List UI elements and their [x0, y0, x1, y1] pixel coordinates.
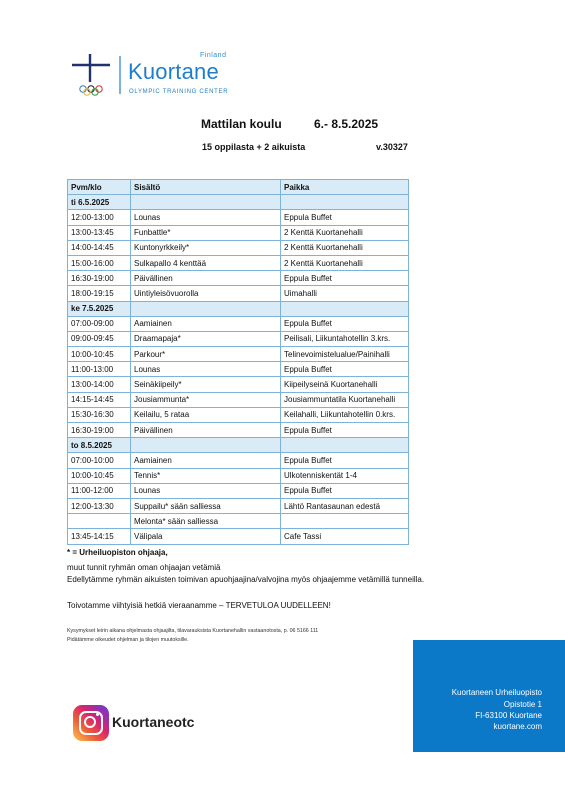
cell-place: Eppula Buffet — [281, 210, 409, 225]
cell-place — [281, 438, 409, 453]
cell-time: 09:00-09:45 — [68, 331, 131, 346]
cell-place: Peilisali, Liikuntahotellin 3.krs. — [281, 331, 409, 346]
fine-print-1: Kysymykset leirin aikana ohjelmasta ohjaajilta, tilavarauksista Kuortanehallin vastaanotosta, p. 06 5166 111 — [67, 628, 319, 634]
cell-place: Telinevoimistelualue/Painihalli — [281, 347, 409, 362]
cell-time: 16:30-19:00 — [68, 423, 131, 438]
cell-place: Cafe Tassi — [281, 529, 409, 544]
address-line-3: FI-63100 Kuortane — [475, 711, 542, 720]
table-row — [68, 347, 409, 362]
cell-activity: Aamiainen — [131, 316, 281, 331]
cell-activity: Kuntonyrkkeily* — [131, 240, 281, 255]
cell-activity — [131, 301, 281, 316]
instagram-handle[interactable]: Kuortaneotc — [112, 714, 195, 730]
cell-place: Eppula Buffet — [281, 316, 409, 331]
cell-activity: Päivällinen — [131, 423, 281, 438]
table-row — [68, 271, 409, 286]
table-header-row — [68, 180, 409, 195]
cell-activity: Jousiammunta* — [131, 392, 281, 407]
school-name: Mattilan koulu — [201, 117, 282, 131]
cell-activity: Lounas — [131, 362, 281, 377]
cell-time — [68, 514, 131, 529]
fine-print-2: Pidätämme oikeudet ohjelman ja tilojen muutoksille. — [67, 637, 189, 643]
cell-activity: Seinäkiipeily* — [131, 377, 281, 392]
day-header-row — [68, 301, 409, 316]
logo-country: Finland — [200, 52, 227, 59]
cell-place: Eppula Buffet — [281, 423, 409, 438]
cell-time: 12:00-13:30 — [68, 498, 131, 513]
cell-place: 2 Kenttä Kuortanehalli — [281, 240, 409, 255]
reference-number: v.30327 — [376, 142, 408, 152]
table-row — [68, 453, 409, 468]
note-line-1: muut tunnit ryhmän oman ohjaajan vetämiä — [67, 563, 221, 572]
schedule-table — [67, 179, 409, 545]
table-row — [68, 255, 409, 270]
visit-dates: 6.- 8.5.2025 — [314, 117, 379, 131]
cell-activity: Lounas — [131, 210, 281, 225]
cell-time: 07:00-09:00 — [68, 316, 131, 331]
cell-time: ke 7.5.2025 — [68, 301, 131, 316]
day-header-row — [68, 195, 409, 210]
table-row — [68, 423, 409, 438]
column-header-time: Pvm/klo — [68, 180, 131, 195]
participant-count: 15 oppilasta + 2 aikuista — [202, 142, 306, 152]
cell-time: 13:00-14:00 — [68, 377, 131, 392]
welcome-note: Toivotamme viihtyisiä hetkiä vieraanamme – TERVETULOA UUDELLEEN! — [67, 601, 331, 610]
column-header-activity: Sisältö — [131, 180, 281, 195]
cell-place: Keilahalli, Liikuntahotellin 0.krs. — [281, 407, 409, 422]
table-row — [68, 240, 409, 255]
cell-activity: Tennis* — [131, 468, 281, 483]
cell-place: Lähtö Rantasaunan edestä — [281, 498, 409, 513]
cell-activity: Melonta* sään salliessa — [131, 514, 281, 529]
cell-time: 13:00-13:45 — [68, 225, 131, 240]
cell-time: 11:00-13:00 — [68, 362, 131, 377]
cell-activity: Funbattle* — [131, 225, 281, 240]
logo-name: Kuortane — [128, 59, 219, 84]
cell-time: 12:00-13:00 — [68, 210, 131, 225]
cell-time: to 8.5.2025 — [68, 438, 131, 453]
table-row — [68, 514, 409, 529]
legend-note: * = Urheiluopiston ohjaaja, — [67, 548, 168, 557]
cell-time: 07:00-10:00 — [68, 453, 131, 468]
cell-time: 14:00-14:45 — [68, 240, 131, 255]
cell-activity: Sulkapallo 4 kenttää — [131, 255, 281, 270]
cell-activity: Lounas — [131, 483, 281, 498]
cell-place: Uimahalli — [281, 286, 409, 301]
cell-place: 2 Kenttä Kuortanehalli — [281, 255, 409, 270]
cell-time: 15:30-16:30 — [68, 407, 131, 422]
cell-place: Eppula Buffet — [281, 453, 409, 468]
table-row — [68, 468, 409, 483]
table-row — [68, 286, 409, 301]
kuortane-logo — [72, 52, 252, 102]
cell-activity: Välipala — [131, 529, 281, 544]
table-row — [68, 483, 409, 498]
cell-place: Ulkotenniskentät 1-4 — [281, 468, 409, 483]
cell-place — [281, 514, 409, 529]
table-row — [68, 225, 409, 240]
cell-activity: Uintiyleisövuorolla — [131, 286, 281, 301]
cell-time: 16:30-19:00 — [68, 271, 131, 286]
address-line-1: Kuortaneen Urheiluopisto — [451, 688, 542, 697]
table-row — [68, 529, 409, 544]
cell-time: 10:00-10:45 — [68, 468, 131, 483]
cell-place — [281, 301, 409, 316]
website-link[interactable]: kuortane.com — [493, 722, 542, 731]
cell-activity: Parkour* — [131, 347, 281, 362]
cell-activity — [131, 195, 281, 210]
cell-activity: Draamapaja* — [131, 331, 281, 346]
cell-activity: Suppailu* sään salliessa — [131, 498, 281, 513]
cell-time: 11:00-12:00 — [68, 483, 131, 498]
cell-activity: Aamiainen — [131, 453, 281, 468]
table-row — [68, 377, 409, 392]
olympic-cross-rings-icon — [72, 52, 128, 98]
cell-time: 15:00-16:00 — [68, 255, 131, 270]
address-box — [413, 640, 565, 752]
cell-time: ti 6.5.2025 — [68, 195, 131, 210]
note-line-2: Edellytämme ryhmän aikuisten toimivan apuohjaajina/valvojina myös ohjaajemme vetämillä tunneilla. — [67, 575, 425, 584]
instagram-icon[interactable] — [73, 705, 109, 741]
table-row — [68, 407, 409, 422]
cell-activity: Päivällinen — [131, 271, 281, 286]
cell-place: 2 Kenttä Kuortanehalli — [281, 225, 409, 240]
cell-place: Eppula Buffet — [281, 362, 409, 377]
cell-time: 10:00-10:45 — [68, 347, 131, 362]
cell-activity: Keilailu, 5 rataa — [131, 407, 281, 422]
cell-place: Kiipeilyseinä Kuortanehalli — [281, 377, 409, 392]
logo-tagline: OLYMPIC TRAINING CENTER — [129, 89, 229, 95]
table-row — [68, 498, 409, 513]
cell-place: Eppula Buffet — [281, 483, 409, 498]
cell-time: 14:15-14:45 — [68, 392, 131, 407]
cell-place: Jousiammuntatila Kuortanehalli — [281, 392, 409, 407]
table-row — [68, 392, 409, 407]
table-row — [68, 362, 409, 377]
cell-activity — [131, 438, 281, 453]
address-line-2: Opistotie 1 — [503, 700, 542, 709]
column-header-place: Paikka — [281, 180, 409, 195]
cell-time: 13:45-14:15 — [68, 529, 131, 544]
cell-place: Eppula Buffet — [281, 271, 409, 286]
cell-time: 18:00-19:15 — [68, 286, 131, 301]
day-header-row — [68, 438, 409, 453]
table-row — [68, 210, 409, 225]
table-row — [68, 316, 409, 331]
table-row — [68, 331, 409, 346]
cell-place — [281, 195, 409, 210]
